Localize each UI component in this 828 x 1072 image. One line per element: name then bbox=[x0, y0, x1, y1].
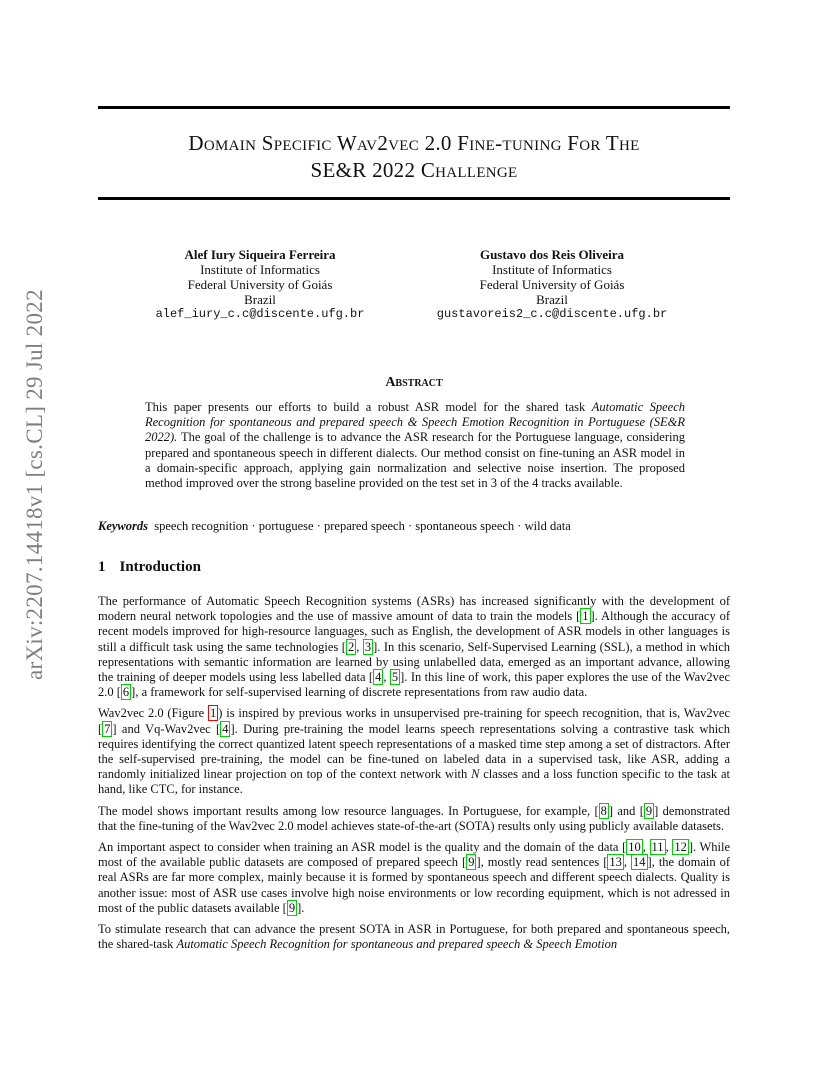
author-institute: Institute of Informatics bbox=[492, 262, 612, 277]
paragraph-4: An important aspect to consider when training an ASR model is the quality and the domain of the data [ 10 , 11 , 12 ]. While most of the available public datasets are composed of prepared speech [ 9 ], mostly read sentences [ 13 , 14 ], the domain of real ASRs are far more complex, mainly because it is formed by spontaneous speech and different speech dialects. Quality is another issue: most of ASR use cases involve high noise environments or low recording equipment, which is not adressed in most of the public datasets available [ 9 ]. bbox=[98, 840, 731, 915]
citation-link[interactable]: 12 bbox=[674, 840, 687, 855]
keywords bbox=[98, 519, 730, 534]
title-line-2: SE&R 2022 Challenge bbox=[310, 158, 518, 182]
citation-link[interactable]: 9 bbox=[468, 855, 475, 870]
author-university: Federal University of Goiás bbox=[187, 277, 333, 292]
citation-link[interactable]: 7 bbox=[104, 721, 111, 736]
author-institute: Institute of Informatics bbox=[200, 262, 320, 277]
citation-link[interactable]: 11 bbox=[651, 840, 664, 855]
citation-link[interactable]: 4 bbox=[222, 721, 229, 736]
author-country: Brazil bbox=[536, 292, 568, 307]
body-text bbox=[98, 594, 730, 958]
citation-link[interactable]: 13 bbox=[609, 855, 622, 870]
figure-link[interactable]: 1 bbox=[210, 706, 217, 721]
title-rule-top bbox=[98, 106, 730, 109]
title-line-1: Domain Specific Wav2vec 2.0 Fine-tuning For The bbox=[188, 131, 640, 155]
citation-link[interactable]: 10 bbox=[628, 840, 641, 855]
author-name: Gustavo dos Reis Oliveira bbox=[479, 247, 625, 262]
section-heading bbox=[98, 559, 201, 576]
paragraph-5: To stimulate research that can advance the present SOTA in ASR in Portuguese, for both prepared and spontaneous speech, the shared-task Automatic Speech Recognition for spontaneous and prepared speech & Speech Emotion bbox=[98, 922, 730, 952]
title-rule-bottom bbox=[98, 197, 730, 200]
paragraph-1: The performance of Automatic Speech Recognition systems (ASRs) has increased significantly with the development of modern neural network topologies and the use of massive amount of data to train the models [ 1 ]. Although the accuracy of recent models improved for high-resource languages, such as English, the development of ASR models in other languages is still a difficult task using the same technologies [ 2 , 3 ]. In this scenario, Self-Supervised Learning (SSL), a method in which representations with semantic information are learned by using unlabelled data, emerged as an important advance, allowing the training of deeper models using less labelled data [ 4 , 5 ]. In this line of work, this paper explores the use of the Wav2vec 2.0 [ 6 ], a framework for self-supervised learning of discrete representations from raw audio data. bbox=[98, 594, 731, 700]
author-block-1 bbox=[110, 247, 410, 322]
section-title: Introduction bbox=[119, 559, 201, 575]
arxiv-identifier: arXiv:2207.14418v1 [cs.CL] 29 Jul 2022 bbox=[22, 289, 47, 680]
abstract-text: This paper presents our efforts to build a robust ASR model for the shared task Automatic Speech Recognition for spontaneous and prepared speech & Speech Emotion Recognition in Portuguese (SE&R 2022). The goal of the challenge is to advance the ASR research for the Portuguese language, considering prepared and spontaneous speech in different dialects. Our method consist on fine-tuning an ASR model in a domain-specific approach, applying gain normalization and selective noise insertion. The proposed method improved over the strong baseline provided on the test set in 3 of the 4 tracks available. bbox=[145, 400, 685, 491]
paragraph-3: The model shows important results among low resource languages. In Portuguese, for example, [ 8 ] and [ 9 ] demonstrated that the fine-tuning of the Wav2vec 2.0 model achieves state-of-the-art (SOTA) results only using publicly available datasets. bbox=[98, 803, 730, 833]
keywords-list: speech recognition · portuguese · prepared speech · spontaneous speech · wild data bbox=[154, 519, 571, 533]
author-university: Federal University of Goiás bbox=[479, 277, 625, 292]
paper-title bbox=[98, 130, 730, 184]
citation-link[interactable]: 9 bbox=[288, 900, 296, 915]
citation-link[interactable]: 4 bbox=[375, 670, 382, 685]
citation-link[interactable]: 3 bbox=[364, 639, 372, 654]
citation-link[interactable]: 1 bbox=[582, 609, 589, 624]
author-name: Alef Iury Siqueira Ferreira bbox=[184, 247, 336, 262]
citation-link[interactable]: 5 bbox=[391, 670, 399, 685]
keywords-label: Keywords bbox=[98, 519, 148, 533]
author-block-2 bbox=[402, 247, 702, 322]
paragraph-2: Wav2vec 2.0 (Figure 1 ) is inspired by previous works in unsupervised pre-training for speech recognition, that is, Wav2vec [ 7 ] and Vq-Wav2vec [ 4 ]. During pre-training the model learns speech representations solving a contrastive task which requires identifying the correct quantized latent speech representations of a masked time step among a set of distractors. After the self-supervised pre-training, the model can be fine-tuned on labeled data in a supervised task, like ASR, adding a randomly initialized linear projection on top of the context network with N classes and a loss function specific to the task at hand, like CTC, for instance. bbox=[98, 706, 730, 797]
arxiv-sidebar bbox=[22, 289, 52, 680]
section-number: 1 bbox=[98, 559, 106, 575]
author-email[interactable]: alef_iury_c.c@discente.ufg.br bbox=[155, 307, 365, 321]
citation-link[interactable]: 2 bbox=[347, 639, 355, 654]
author-email[interactable]: gustavoreis2_c.c@discente.ufg.br bbox=[436, 307, 668, 321]
citation-link[interactable]: 6 bbox=[122, 685, 130, 700]
citation-link[interactable]: 14 bbox=[633, 855, 646, 870]
abstract-heading: Abstract bbox=[385, 375, 443, 390]
author-country: Brazil bbox=[244, 292, 276, 307]
citation-link[interactable]: 9 bbox=[645, 803, 653, 818]
citation-link[interactable]: 8 bbox=[600, 803, 607, 818]
